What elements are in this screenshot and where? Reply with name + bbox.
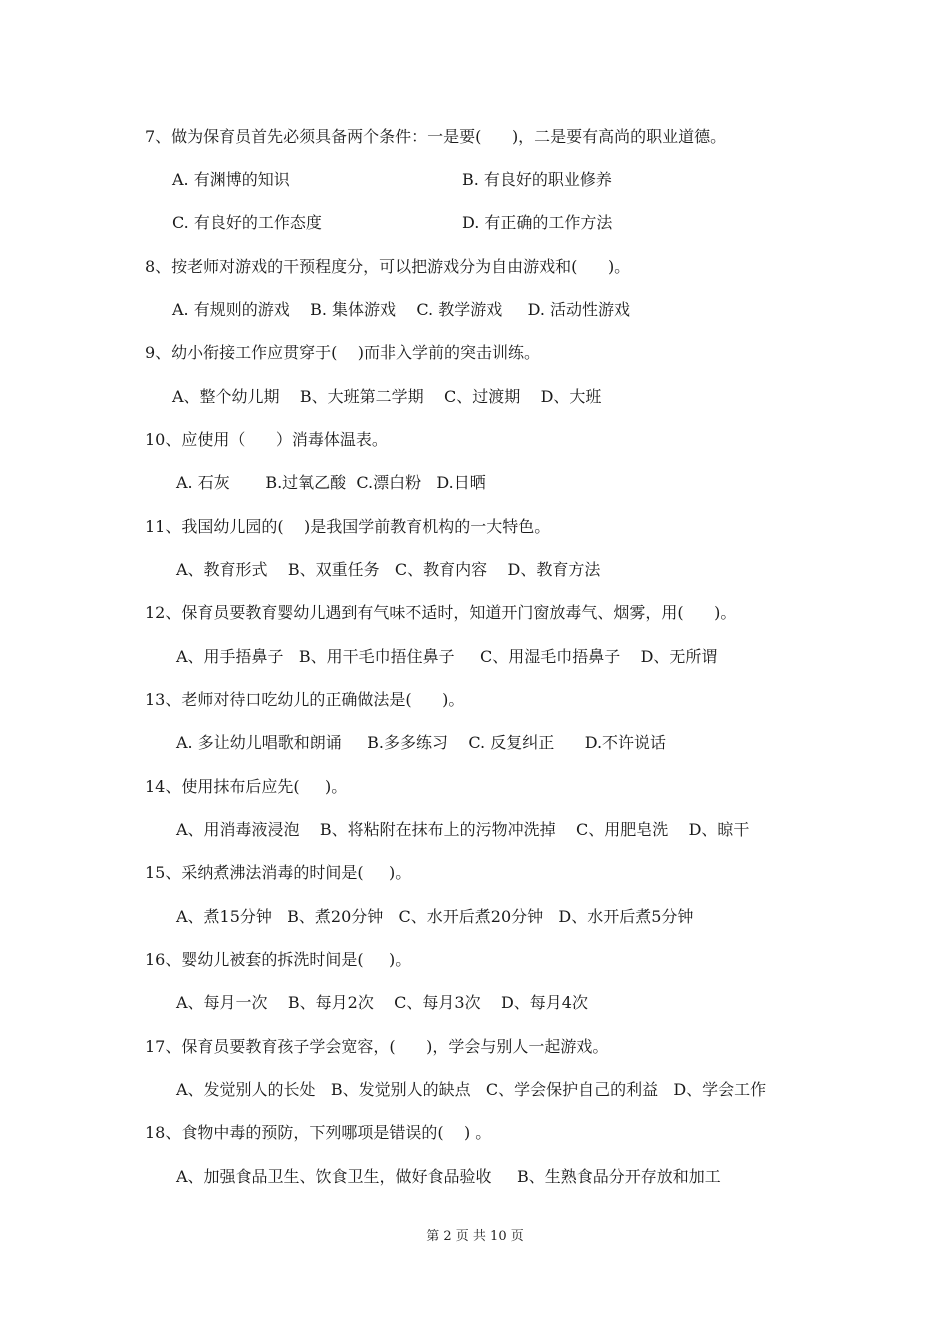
question-11-options: A、教育形式 B、双重任务 C、教育内容 D、教育方法 [176,560,601,579]
question-18: 18、食物中毒的预防，下列哪项是错误的( ) 。 [145,1123,492,1142]
question-18-options: A、加强食品卫生、饮食卫生，做好食品验收 B、生熟食品分开存放和加工 [176,1167,721,1186]
question-12-options: A、用手捂鼻子 B、用干毛巾捂住鼻子 C、用湿毛巾捂鼻子 D、无所谓 [176,647,718,666]
question-10-options: A. 石灰 B.过氧乙酸 C.漂白粉 D.日晒 [176,473,486,492]
question-7-option-a: A. 有渊博的知识 [172,170,290,189]
question-7-option-b: B. 有良好的职业修养 [462,170,612,189]
question-7-option-c: C. 有良好的工作态度 [172,213,322,232]
question-11: 11、我国幼儿园的( )是我国学前教育机构的一大特色。 [145,517,551,536]
question-7: 7、做为保育员首先必须具备两个条件：一是要( )，二是要有高尚的职业道德。 [145,127,727,146]
question-14: 14、使用抹布后应先( )。 [145,777,348,796]
question-8-options: A. 有规则的游戏 B. 集体游戏 C. 教学游戏 D. 活动性游戏 [172,300,631,319]
question-13-options: A. 多让幼儿唱歌和朗诵 B.多多练习 C. 反复纠正 D.不许说话 [176,733,667,752]
question-8: 8、按老师对游戏的干预程度分，可以把游戏分为自由游戏和( )。 [145,257,631,276]
question-10: 10、应使用（ ）消毒体温表。 [145,430,388,449]
question-7-option-d: D. 有正确的工作方法 [462,213,613,232]
question-14-options: A、用消毒液浸泡 B、将粘附在抹布上的污物冲洗掉 C、用肥皂洗 D、晾干 [176,820,750,839]
page-number-footer: 第 2 页 共 10 页 [426,1229,524,1244]
question-15-options: A、煮15分钟 B、煮20分钟 C、水开后煮20分钟 D、水开后煮5分钟 [176,907,694,926]
question-9: 9、幼小衔接工作应贯穿于( )而非入学前的突击训练。 [145,343,541,362]
question-17-options: A、发觉别人的长处 B、发觉别人的缺点 C、学会保护自己的利益 D、学会工作 [176,1080,767,1099]
question-13: 13、老师对待口吃幼儿的正确做法是( )。 [145,690,465,709]
question-16: 16、婴幼儿被套的拆洗时间是( )。 [145,950,412,969]
question-15: 15、采纳煮沸法消毒的时间是( )。 [145,863,412,882]
question-9-options: A、整个幼儿期 B、大班第二学期 C、过渡期 D、大班 [172,387,602,406]
question-12: 12、保育员要教育婴幼儿遇到有气味不适时，知道开门窗放毒气、烟雾，用( )。 [145,603,737,622]
question-17: 17、保育员要教育孩子学会宽容，( )，学会与别人一起游戏。 [145,1037,609,1056]
question-16-options: A、每月一次 B、每月2次 C、每月3次 D、每月4次 [176,993,588,1012]
